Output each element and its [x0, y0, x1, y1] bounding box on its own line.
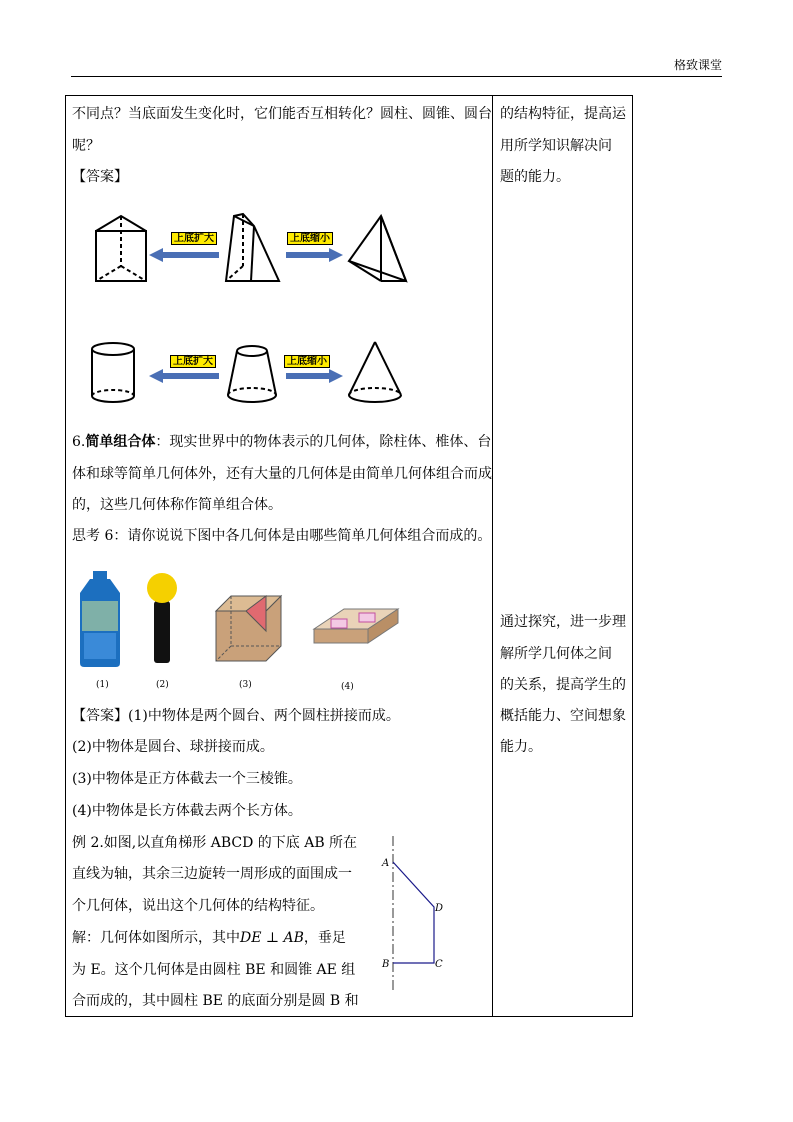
answer-line-2: (2)中物体是圆台、球拼接而成。	[72, 739, 274, 755]
label-shrink-1: 上底缩小	[287, 232, 333, 245]
cone-transform-diagram	[91, 339, 411, 409]
right-line-5: 解所学几何体之间	[500, 646, 612, 662]
point-c-label: C	[435, 959, 443, 970]
section6-line-2: 体和球等简单几何体外，还有大量的几何体是由简单几何体组合而成	[72, 466, 492, 482]
header-rule	[71, 76, 722, 77]
answer-line-1: 【答案】(1)中物体是两个圆台、两个圆柱拼接而成。	[72, 708, 400, 724]
answer-label: 【答案】	[72, 169, 128, 185]
solution-line-2: 为 E。这个几何体是由圆柱 BE 和圆锥 AE 组	[72, 962, 356, 978]
section6-line-3: 的，这些几何体称作简单组合体。	[72, 497, 282, 513]
cylinder-shape	[92, 343, 134, 402]
cone-shape	[349, 342, 401, 402]
solution-line-3: 合而成的，其中圆柱 BE 的底面分别是圆 B 和	[72, 993, 359, 1009]
ball-cylinder-figure	[147, 573, 177, 663]
cut-cube-figure	[216, 596, 281, 661]
point-b-label: B	[382, 959, 390, 970]
example-line-2: 直线为轴，其余三边旋转一周形成的面围成一	[72, 866, 352, 882]
right-line-6: 的关系，提高学生的	[500, 677, 626, 693]
column-divider	[492, 96, 493, 1016]
frustum-shape	[226, 214, 279, 281]
solution-math: DE ⊥ AB	[240, 930, 304, 946]
fig-label-2: (2)	[156, 680, 169, 690]
example-line-3: 个几何体，说出这个几何体的结构特征。	[72, 898, 324, 914]
right-line-1: 的结构特征，提高运	[500, 106, 626, 122]
arrow-right-2	[286, 369, 343, 383]
cut-slab-figure	[314, 609, 398, 643]
label-shrink-2: 上底缩小	[284, 355, 330, 368]
question-line-2: 呢？	[72, 138, 100, 154]
label-enlarge-1: 上底扩大	[171, 232, 217, 245]
fig-label-4: (4)	[341, 682, 354, 692]
arrow-left-2	[149, 369, 219, 383]
question-line-1: 不同点？当底面发生变化时，它们能否互相转化？圆柱、圆锥、圆台	[72, 106, 492, 122]
header-brand: 格致课堂	[673, 58, 722, 72]
answer-line-3: (3)中物体是正方体截去一个三棱锥。	[72, 771, 302, 787]
arrow-left-1	[149, 248, 219, 262]
pyramid-transform-diagram	[91, 211, 411, 291]
example-line-1: 例 2.如图,以直角梯形 ABCD 的下底 AB 所在	[72, 835, 358, 851]
point-a-label: A	[382, 858, 390, 869]
think6-question: 思考 6：请你说说下图中各几何体是由哪些简单几何体组合而成的。	[72, 528, 492, 544]
truncated-cone-shape	[228, 346, 276, 402]
arrow-right-1	[286, 248, 343, 262]
right-line-4: 通过探究，进一步理	[500, 614, 626, 630]
content-table	[65, 95, 633, 1017]
fig-label-3: (3)	[239, 680, 252, 690]
solution-line-1: 解：几何体如图所示，其中DE ⊥ AB，垂足	[72, 930, 346, 946]
point-d-label: D	[435, 903, 444, 914]
answer-line-4: (4)中物体是长方体截去两个长方体。	[72, 803, 302, 819]
right-line-2: 用所学知识解决问	[500, 138, 612, 154]
bottle-figure	[80, 571, 120, 667]
fig-label-1: (1)	[96, 680, 109, 690]
right-line-7: 概括能力、空间想象	[500, 708, 626, 724]
right-line-3: 题的能力。	[500, 169, 570, 185]
section6-line-1: 6.简单组合体：现实世界中的物体表示的几何体，除柱体、椎体、台	[72, 434, 492, 450]
trapezoid-edges	[393, 862, 434, 963]
pyramid-shape	[349, 216, 406, 281]
label-enlarge-2: 上底扩大	[170, 355, 216, 368]
section6-term: 简单组合体	[85, 434, 156, 450]
right-line-8: 能力。	[500, 739, 542, 755]
prism-shape	[96, 216, 146, 281]
composite-solids-figure	[76, 571, 406, 671]
